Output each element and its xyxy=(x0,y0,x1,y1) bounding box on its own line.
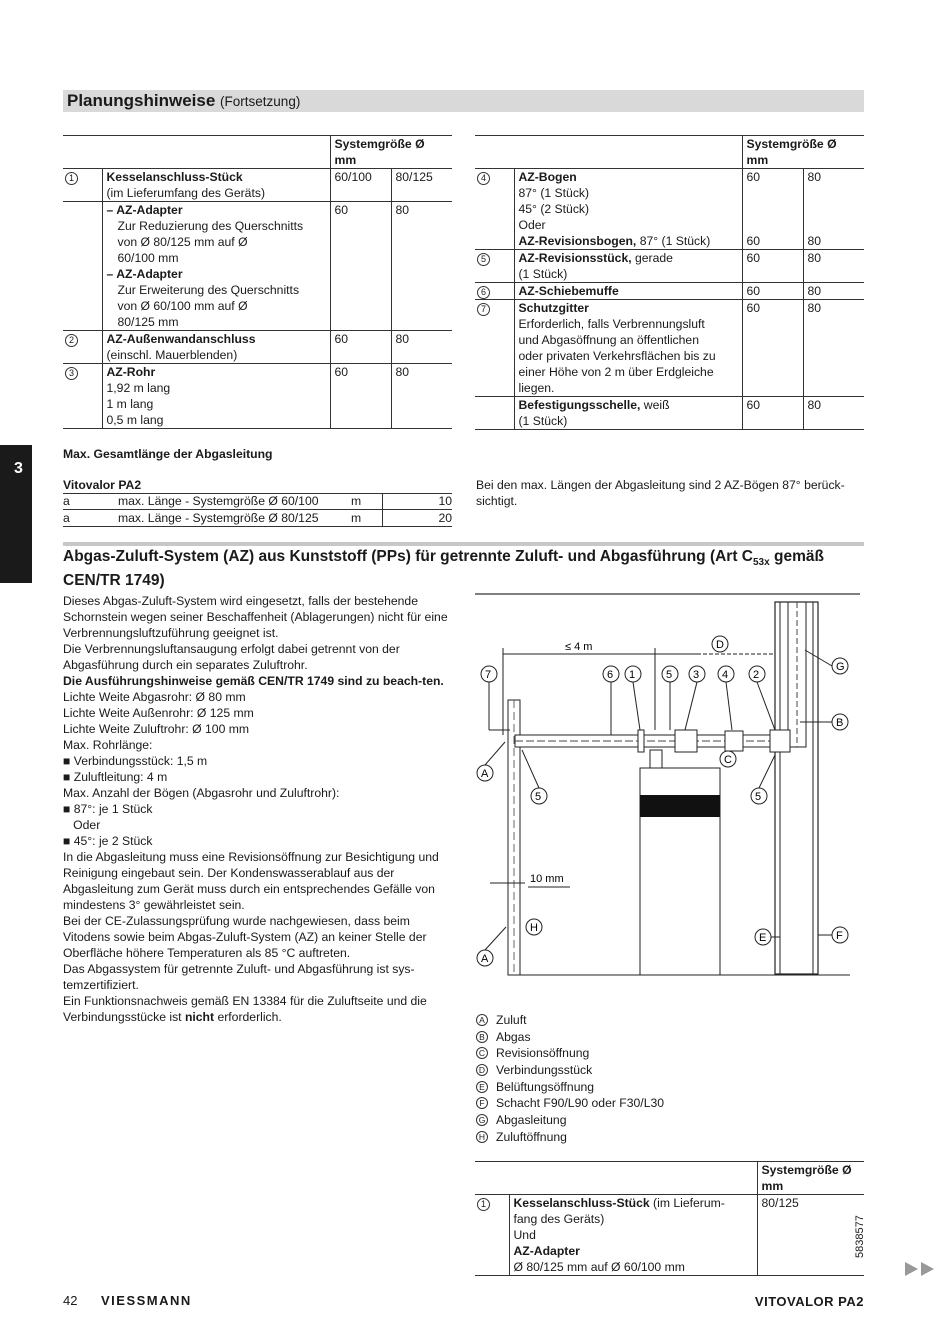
item-number: 7 xyxy=(477,303,490,316)
svg-text:5: 5 xyxy=(535,791,542,803)
section-title: Abgas-Zuluft-System (AZ) aus Kunststoff (PPs) für getrennte Zuluft- und Abgasführung (Art $C_{53x}$ gemäß CEN/TR 1749) xyxy=(63,548,824,590)
legend-item: D Verbindungsstück xyxy=(476,1062,664,1079)
svg-text:7: 7 xyxy=(485,669,492,681)
svg-text:6: 6 xyxy=(607,669,614,681)
size-header: Systemgröße Ø mm xyxy=(742,136,864,169)
svg-text:A: A xyxy=(481,768,489,780)
item-number: 2 xyxy=(65,334,78,347)
legend-item: A Zuluft xyxy=(476,1012,664,1029)
item-number: 5 xyxy=(477,253,490,266)
svg-text:3: 3 xyxy=(693,669,700,681)
item-number: 1 xyxy=(65,172,78,185)
legend-item: B Abgas xyxy=(476,1029,664,1046)
brand-logo: VIESSMANN xyxy=(101,1293,192,1308)
parts-table-bottom xyxy=(475,1161,864,1276)
section-body: Dieses Abgas-Zuluft-System wird eingesetzt, falls der bestehende Schornstein wegen seiner Beschaffenheit (Ablagerungen) nicht für eine Verbrennungsluftzuführung geeignet ist. Die Verbrennungsluftansaugung erfolgt dabei getrennt von der Abgasführung durch ein separates Zuluftrohr. Die Ausführungshinweise gemäß CEN/TR 1749 sind zu beach-ten. Lichte Weite Abgasrohr: Ø 80 mm Lichte Weite Außenrohr: Ø 125 mm Lichte Weite Zuluftrohr: Ø 100 mm Max. Rohrlänge: ■ Verbindungsstück: 1,5 m ■ Zuluftleitung: 4 m Max. Anzahl der Bögen (Abgasrohr und Zuluftrohr): ■ 87°: je 1 Stück Oder ■ 45°: je 2 Stück In die Abgasleitung muss eine Revisionsöffnung zur Besichtigung und Reinigung eingebaut sein. Der Kondenswasserablauf aus der Abgasleitung zum Gerät muss durch ein entsprechendes Gefälle von mindestens 3° gewährleistet sein. Bei der CE-Zulassungsprüfung wurde nachgewiesen, dass beim Vitodens sowie beim Abgas-Zuluft-System (AZ) an keiner Stelle der Oberfläche höhere Temperaturen als 85 °C auftreten. Das Abgassystem für getrennte Zuluft- und Abgasführung ist sys-temzertifiziert. Ein Funktionsnachweis gemäß EN 13384 für die Zuluftseite und die Verbindungsstücke ist nicht erforderlich. xyxy=(63,594,448,1024)
svg-text:C: C xyxy=(724,754,732,766)
legend-item: E Belüftungsöffnung xyxy=(476,1079,664,1096)
table-row: 7 Schutzgitter Erforderlich, falls Verbrennungsluft und Abgasöffnung an öffentlichen oder privaten Verkehrsflächen bis zu einer Höhe von 2 m über Erdgleiche liegen. 60 80 xyxy=(475,300,864,397)
size-header: Systemgröße Ø mm xyxy=(330,136,452,169)
table-row: a max. Länge - Systemgröße Ø 80/125 m 20 xyxy=(63,511,452,525)
svg-text:D: D xyxy=(716,639,724,651)
dim-length-label: ≤ 4 m xyxy=(565,641,593,653)
item-number: 1 xyxy=(477,1198,490,1211)
device-name: Vitovalor PA2 xyxy=(63,477,452,494)
parts-table-left xyxy=(63,135,452,429)
max-length-table xyxy=(63,493,452,527)
dim-gap-label: 10 mm xyxy=(530,873,564,885)
item-number: 3 xyxy=(65,367,78,380)
table-row: Befestigungsschelle, weiß (1 Stück) 60 80 xyxy=(475,397,864,430)
page-title: Planungshinweise (Fortsetzung) xyxy=(67,91,301,110)
item-number: 6 xyxy=(477,286,490,299)
svg-text:5: 5 xyxy=(666,669,673,681)
product-name: VITOVALOR PA2 xyxy=(754,1294,864,1309)
svg-text:G: G xyxy=(836,661,845,673)
legend-item: G Abgasleitung xyxy=(476,1112,664,1129)
section-divider xyxy=(63,542,864,546)
svg-text:1: 1 xyxy=(629,669,636,681)
svg-text:A: A xyxy=(481,953,489,965)
next-page-icon[interactable] xyxy=(905,1262,939,1276)
item-number: 4 xyxy=(477,172,490,185)
max-length-heading: Max. Gesamtlänge der Abgasleitung xyxy=(63,447,273,461)
table-row: 5 AZ-Revisionsstück, gerade (1 Stück) 60 80 xyxy=(475,250,864,283)
legend-item: C Revisionsöffnung xyxy=(476,1045,664,1062)
max-length-note: Bei den max. Längen der Abgasleitung sind 2 AZ-Bögen 87° berück-sichtigt. xyxy=(476,478,845,508)
installation-diagram xyxy=(470,590,865,990)
page-subtitle: (Fortsetzung) xyxy=(220,94,301,109)
section-header-bar xyxy=(63,90,864,112)
chapter-tab: 3 xyxy=(0,445,32,583)
table-row: 1 Kesselanschluss-Stück (im Lieferum-fang des Geräts) Und AZ-Adapter Ø 80/125 mm auf Ø 60/100 mm 80/125 xyxy=(475,1195,864,1276)
document-id: 5838577 xyxy=(854,1215,866,1258)
table-row: – AZ-Adapter Zur Reduzierung des Querschnitts von Ø 80/125 mm auf Ø 60/100 mm – AZ-Adapter Zur Erweiterung des Querschnitts von Ø 60/100 mm auf Ø 80/125 mm 60 80 xyxy=(63,202,452,331)
svg-text:E: E xyxy=(759,932,767,944)
svg-text:5: 5 xyxy=(755,791,762,803)
legend-item: H Zuluftöffnung xyxy=(476,1129,664,1146)
page-number: 42 xyxy=(63,1293,78,1308)
diagram-legend xyxy=(476,1012,664,1146)
legend-item: F Schacht F90/L90 oder F30/L30 xyxy=(476,1095,664,1112)
table-row: 4 AZ-Bogen 87° (1 Stück) 45° (2 Stück) Oder AZ-Revisionsbogen, 87° (1 Stück) 60 60 80 80 xyxy=(475,169,864,250)
table-row: 2 AZ-Außenwandanschluss (einschl. Mauerblenden) 60 80 xyxy=(63,331,452,364)
svg-text:2: 2 xyxy=(753,669,760,681)
table-row: 1 Kesselanschluss-Stück (im Lieferumfang des Geräts) 60/100 80/125 xyxy=(63,169,452,202)
parts-table-right xyxy=(475,135,864,430)
size-header: Systemgröße Ø mm xyxy=(757,1162,864,1195)
svg-text:F: F xyxy=(836,930,843,942)
svg-text:4: 4 xyxy=(722,669,729,681)
table-row: 6 AZ-Schiebemuffe 60 80 xyxy=(475,283,864,300)
table-row: a max. Länge - Systemgröße Ø 60/100 m 10 xyxy=(63,494,452,508)
svg-text:H: H xyxy=(530,922,538,934)
svg-text:B: B xyxy=(836,717,844,729)
table-row: 3 AZ-Rohr 1,92 m lang 1 m lang 0,5 m lang 60 80 xyxy=(63,364,452,429)
